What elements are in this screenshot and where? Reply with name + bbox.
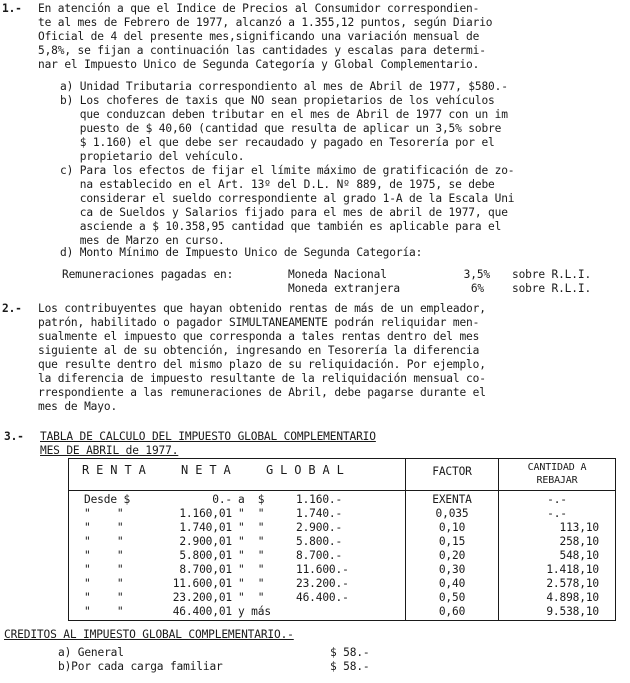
paragraph-line: Los contribuyentes que hayan obtenido rentas de más de un empleador, <box>38 302 486 315</box>
credito-label: a) General <box>58 646 124 659</box>
credito-value: $ 58.- <box>330 660 370 673</box>
credito-label: b)Por cada carga familiar <box>58 660 223 673</box>
row-mid: " " <box>238 591 265 604</box>
remuneraciones-label: Remuneraciones pagadas en: <box>62 268 234 281</box>
row-from: 1.740,01 <box>179 521 232 534</box>
item-line: considerar el sueldo correspondiente al grado 1-A de la Escala Uni <box>60 192 515 205</box>
currency-foreign: Moneda extranjera <box>288 282 400 295</box>
row-rebaja: 113,10 <box>559 521 599 534</box>
row-rebaja: -.- <box>547 493 567 506</box>
row-to: 23.200.- <box>296 577 349 590</box>
header-cantidad-1: CANTIDAD A <box>527 462 587 473</box>
row-mid: " " <box>238 549 265 562</box>
paragraph-line: siguiente al de su obtención, ingresando en Tesorería la diferencia <box>38 344 480 357</box>
row-to: 46.400.- <box>296 591 349 604</box>
currency-national: Moneda Nacional <box>288 268 387 281</box>
row-factor: 0,035 <box>435 507 469 520</box>
row-factor: EXENTA <box>432 493 472 506</box>
header-factor: FACTOR <box>432 465 472 478</box>
row-rebaja: 548,10 <box>559 549 599 562</box>
paragraph-line: sualmente el impuesto que corresponda a tales rentas dentro del mes <box>38 330 480 343</box>
item-line: d) Monto Mínimo de Impuesto Unico de Segunda Categoría: <box>60 246 423 259</box>
row-rebaja: -.- <box>547 507 567 520</box>
item-line: ca de Sueldos y Salarios fijado para el mes de abril de 1977, que <box>60 206 508 219</box>
item-line: b) Los choferes de taxis que NO sean propietarios de los vehículos <box>60 94 495 107</box>
row-mid: " " <box>238 563 265 576</box>
table-title: TABLA DE CALCULO DEL IMPUESTO GLOBAL COMPLEMENTARIO <box>40 430 376 443</box>
paragraph-line: patrón, habilitado o pagador SIMULTANEAMENTE podrán reliquidar men- <box>38 316 480 329</box>
base-national: sobre R.L.I. <box>512 268 592 281</box>
row-mid: " " <box>238 507 265 520</box>
paragraph-line: nar el Impuesto Unico de Segunda Categoría y Global Complementario. <box>38 58 480 71</box>
table-subtitle: MES DE ABRIL de 1977. <box>40 444 179 457</box>
pct-foreign: 6% <box>470 282 484 295</box>
row-rebaja: 258,10 <box>559 535 599 548</box>
item-line: $ 1.160) el que debe ser recaudado y pagado en Tesorería por el <box>60 136 495 149</box>
pct-national: 3,5% <box>463 268 490 281</box>
row-rebaja: 4.898,10 <box>546 591 599 604</box>
credito-value: $ 58.- <box>330 646 370 659</box>
paragraph-line: la diferencia de impuesto resultante de la reliquidación mensual co- <box>38 372 486 385</box>
paragraph-line: rrespondiente a las remuneraciones de Abril, debe pagarse durante el <box>38 386 486 399</box>
item-line: que conduzcan deben tributar en el mes de Abril de 1977 con un im <box>60 108 508 121</box>
row-prefix: Desde $ <box>84 493 131 506</box>
item-line: a) Unidad Tributaria correspondiento al mes de Abril de 1977, $580.- <box>60 80 508 93</box>
section-3-number: 3.- <box>4 430 24 443</box>
row-mid: " " <box>238 577 265 590</box>
row-from: 46.400,01 <box>172 605 232 618</box>
row-to: 1.160.- <box>296 493 343 506</box>
item-line: mes de Marzo en curso. <box>60 234 225 247</box>
paragraph-line: En atención a que el Indice de Precios al Consumidor correspondien- <box>38 2 480 15</box>
row-rebaja: 9.538,10 <box>546 605 599 618</box>
item-line: propietario del vehículo. <box>60 150 245 163</box>
item-line: puesto de $ 40,60 (cantidad que resulta de aplicar un 3,5% sobre <box>60 122 502 135</box>
row-prefix: " " <box>84 549 124 562</box>
row-factor: 0,20 <box>438 549 466 562</box>
row-mid: " " <box>238 521 265 534</box>
section-2-number: 2.- <box>2 302 22 315</box>
row-prefix: " " <box>84 577 124 590</box>
row-factor: 0,40 <box>438 577 466 590</box>
row-mid: y más <box>238 605 271 618</box>
row-from: 0.- <box>212 493 232 506</box>
row-prefix: " " <box>84 521 124 534</box>
row-to: 1.740.- <box>296 507 343 520</box>
section-1-number: 1.- <box>2 2 22 15</box>
row-mid: a $ <box>238 493 265 506</box>
row-from: 11.600,01 <box>172 577 232 590</box>
row-rebaja: 1.418,10 <box>546 563 599 576</box>
row-prefix: " " <box>84 591 124 604</box>
paragraph-line: 5,8%, se fijan a continuación las cantidades y escalas para determi- <box>38 44 486 57</box>
item-line: c) Para los efectos de fijar el límite máximo de gratificación de zo- <box>60 164 515 177</box>
row-to: 11.600.- <box>296 563 349 576</box>
row-from: 23.200,01 <box>172 591 232 604</box>
row-prefix: " " <box>84 563 124 576</box>
row-from: 2.900,01 <box>179 535 232 548</box>
row-factor: 0,50 <box>438 591 466 604</box>
row-factor: 0,15 <box>438 535 466 548</box>
row-mid: " " <box>238 535 265 548</box>
item-line: na establecido en el Art. 13º del D.L. Nº 889, de 1975, se debe <box>60 178 495 191</box>
paragraph-line: mes de Mayo. <box>38 400 118 413</box>
creditos-title: CREDITOS AL IMPUESTO GLOBAL COMPLEMENTARIO.- <box>4 628 294 641</box>
row-factor: 0,10 <box>438 521 466 534</box>
row-to: 5.800.- <box>296 535 343 548</box>
row-prefix: " " <box>84 535 124 548</box>
paragraph-line: Oficial de 4 del presente mes,significando una variación mensual de <box>38 30 480 43</box>
header-renta: R E N T A N E T A G L O B A L <box>82 463 344 477</box>
row-factor: 0,60 <box>438 605 466 618</box>
row-prefix: " " <box>84 605 124 618</box>
row-factor: 0,30 <box>438 563 466 576</box>
row-rebaja: 2.578,10 <box>546 577 599 590</box>
row-to: 8.700.- <box>296 549 343 562</box>
row-from: 5.800,01 <box>179 549 232 562</box>
paragraph-line: que resulte dentro del mismo plazo de su reliquidación. Por ejemplo, <box>38 358 486 371</box>
base-foreign: sobre R.L.I. <box>512 282 592 295</box>
header-cantidad-2: REBAJAR <box>536 475 578 486</box>
paragraph-line: te al mes de Febrero de 1977, alcanzó a 1.355,12 puntos, según Diario <box>38 16 493 29</box>
row-from: 8.700,01 <box>179 563 232 576</box>
row-prefix: " " <box>84 507 124 520</box>
row-to: 2.900.- <box>296 521 343 534</box>
row-from: 1.160,01 <box>179 507 232 520</box>
item-line: asciende a $ 10.358,95 cantidad que también es aplicable para el <box>60 220 502 233</box>
